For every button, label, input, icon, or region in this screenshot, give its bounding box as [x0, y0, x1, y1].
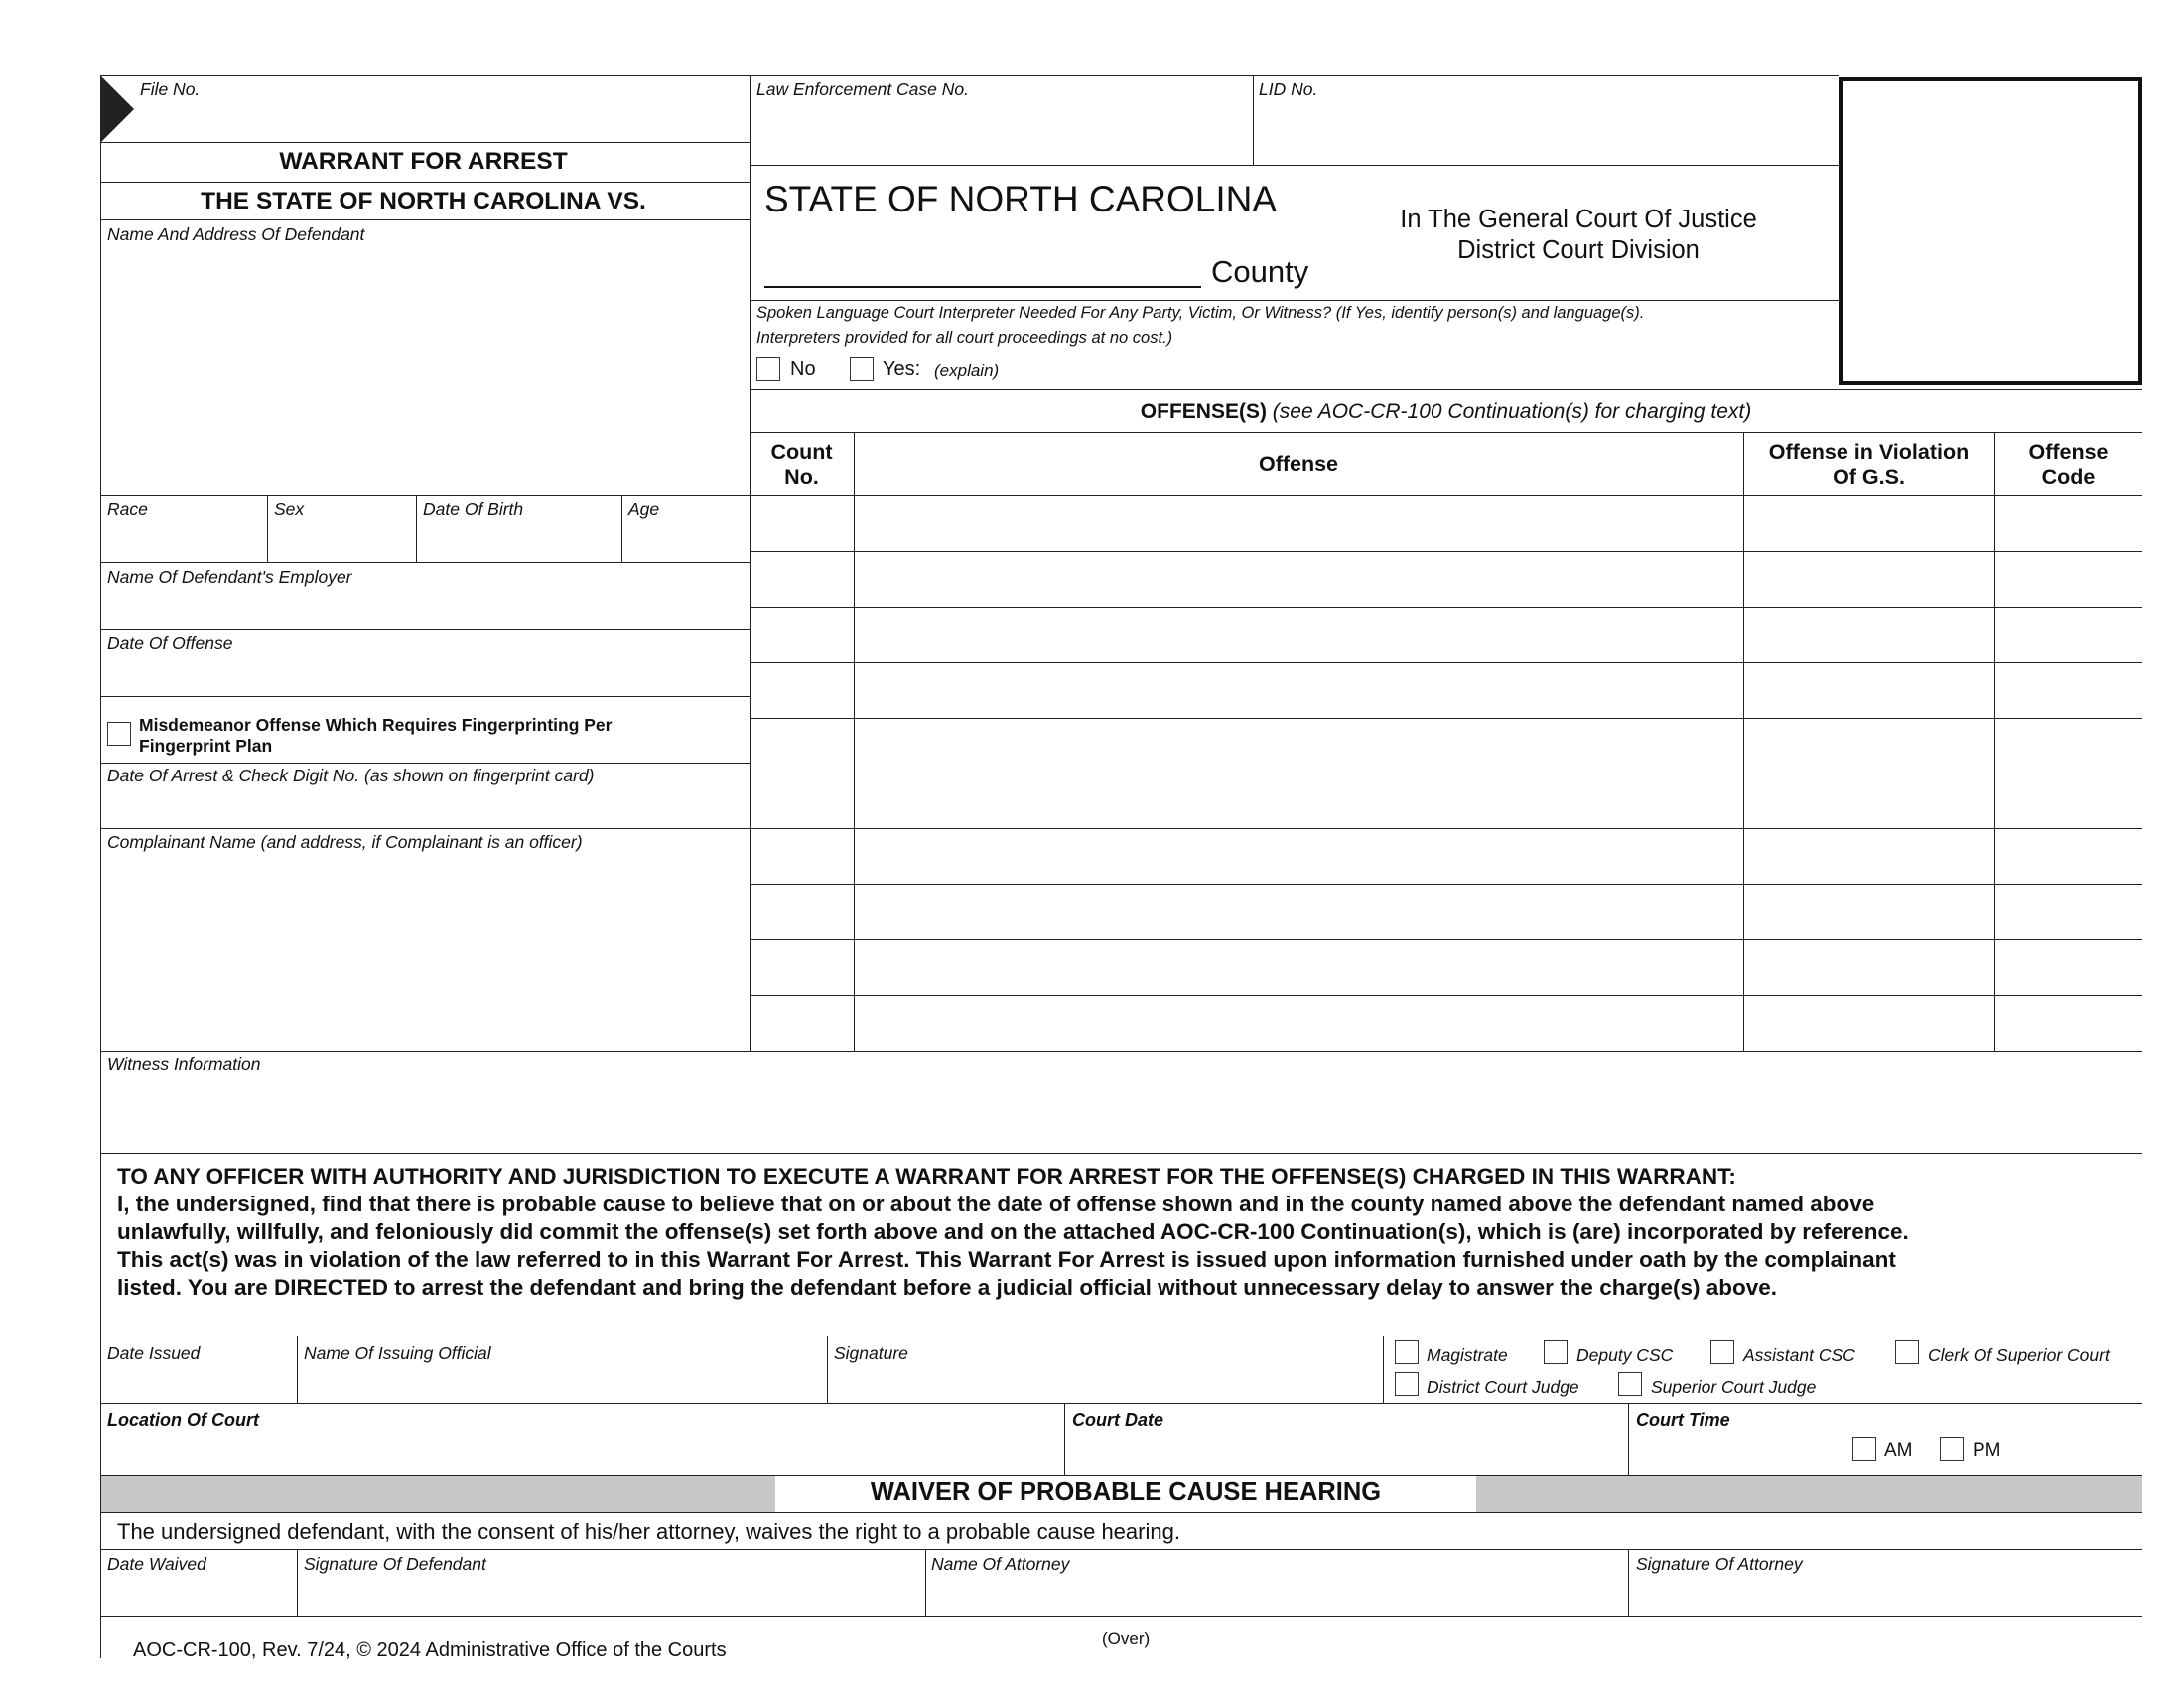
superior-judge-label: Superior Court Judge	[1651, 1377, 1817, 1397]
lid-no-field[interactable]	[1259, 99, 1835, 159]
court-date-field[interactable]	[1072, 1432, 1623, 1467]
col-code-line2: Code	[2041, 465, 2096, 489]
offense-row-1-count-cell[interactable]	[752, 498, 851, 548]
sig-attorney-field[interactable]	[1636, 1576, 2137, 1610]
am-label: AM	[1884, 1440, 1913, 1461]
dob-field[interactable]	[423, 521, 616, 559]
date-of-arrest-label: Date Of Arrest & Check Digit No. (as shown on fingerprint card)	[107, 766, 595, 785]
witness-label: Witness Information	[107, 1055, 261, 1074]
interpreter-question: Spoken Language Court Interpreter Needed For Any Party, Victim, Or Witness? (If Yes, identify person(s) and language(s).	[756, 304, 1645, 322]
race-field[interactable]	[107, 521, 266, 559]
sig-defendant-field[interactable]	[304, 1576, 919, 1610]
superior-judge-checkbox[interactable]	[1618, 1372, 1642, 1396]
file-number-marker	[100, 75, 134, 143]
offense-row-4-count-cell[interactable]	[752, 665, 851, 715]
offense-row-1-offense-cell[interactable]	[857, 498, 1740, 548]
offense-row-4-offense-cell[interactable]	[857, 665, 1740, 715]
offenses-title-note: (see AOC-CR-100 Continuation(s) for charging text)	[1272, 400, 1752, 423]
offenses-title	[750, 400, 2142, 424]
state-title: STATE OF NORTH CAROLINA	[764, 179, 1277, 219]
location-label: Location Of Court	[107, 1410, 259, 1430]
offense-row-4-gs-cell[interactable]	[1746, 665, 1991, 715]
offense-row-5-count-cell[interactable]	[752, 721, 851, 771]
offense-row-6-code-cell[interactable]	[1997, 776, 2139, 826]
offense-row-1-code-cell[interactable]	[1997, 498, 2139, 548]
interpreter-note: Interpreters provided for all court proceedings at no cost.)	[756, 329, 1173, 347]
assistant-csc-label: Assistant CSC	[1743, 1345, 1855, 1365]
date-of-arrest-field[interactable]	[107, 787, 743, 825]
offense-row-2-code-cell[interactable]	[1997, 554, 2139, 604]
interpreter-yes-label: Yes:	[883, 358, 921, 380]
court-time-field[interactable]	[1636, 1432, 1835, 1467]
date-waived-label: Date Waived	[107, 1554, 206, 1574]
employer-field[interactable]	[107, 589, 743, 627]
offense-row-3-gs-cell[interactable]	[1746, 610, 1991, 659]
col-count-line1: Count	[770, 440, 833, 464]
offense-row-10-count-cell[interactable]	[752, 998, 851, 1048]
directive-line2: I, the undersigned, find that there is probable cause to believe that on or about the date of offense shown and in the county named above the defendant named above	[117, 1192, 1875, 1216]
complainant-label: Complainant Name (and address, if Complainant is an officer)	[107, 832, 583, 852]
date-of-offense-field[interactable]	[107, 655, 743, 693]
waiver-shade-left	[100, 1475, 775, 1512]
offense-row-5-gs-cell[interactable]	[1746, 721, 1991, 771]
offenses-title-bold: OFFENSE(S)	[1140, 400, 1267, 423]
date-issued-label: Date Issued	[107, 1343, 201, 1363]
signature-field[interactable]	[834, 1365, 1375, 1399]
age-label: Age	[628, 499, 660, 519]
waiver-shade-right	[1476, 1475, 2142, 1512]
county-label: County	[1211, 254, 1309, 289]
sig-attorney-label: Signature Of Attorney	[1636, 1554, 1803, 1574]
offense-row-5-code-cell[interactable]	[1997, 721, 2139, 771]
employer-label: Name Of Defendant's Employer	[107, 567, 352, 587]
date-issued-field[interactable]	[107, 1365, 291, 1399]
state-vs-title: THE STATE OF NORTH CAROLINA VS.	[201, 188, 646, 214]
le-case-no-field[interactable]	[756, 99, 1243, 159]
col-gs-line2: Of G.S.	[1833, 465, 1905, 489]
offense-row-2-offense-cell[interactable]	[857, 554, 1740, 604]
sex-label: Sex	[274, 499, 305, 519]
attorney-name-label: Name Of Attorney	[931, 1554, 1070, 1574]
col-count-header	[750, 440, 854, 490]
offense-row-2-count-cell[interactable]	[752, 554, 851, 604]
directive-line1: TO ANY OFFICER WITH AUTHORITY AND JURISDICTION TO EXECUTE A WARRANT FOR ARREST FOR THE OFFENSE(S) CHARGED IN THIS WARRANT:	[117, 1164, 1736, 1189]
offense-row-7-gs-cell[interactable]	[1746, 831, 1991, 881]
offense-row-3-code-cell[interactable]	[1997, 610, 2139, 659]
magistrate-label: Magistrate	[1427, 1345, 1508, 1365]
court-time-label: Court Time	[1636, 1410, 1730, 1430]
deputy-csc-checkbox[interactable]	[1544, 1340, 1568, 1364]
offense-row-6-offense-cell[interactable]	[857, 776, 1740, 826]
court-line-2: District Court Division	[1457, 236, 1700, 264]
date-of-offense-label: Date Of Offense	[107, 633, 233, 653]
col-count-line2: No.	[784, 465, 819, 489]
assistant-csc-checkbox[interactable]	[1710, 1340, 1734, 1364]
offense-row-10-offense-cell[interactable]	[857, 998, 1740, 1048]
location-field[interactable]	[107, 1432, 1060, 1467]
le-case-no-label: Law Enforcement Case No.	[756, 79, 969, 99]
county-blank-line[interactable]	[764, 286, 1201, 288]
offense-row-8-count-cell[interactable]	[752, 887, 851, 936]
col-offense-header: Offense	[1258, 452, 1339, 476]
offense-row-8-code-cell[interactable]	[1997, 887, 2139, 936]
fingerprint-line1: Misdemeanor Offense Which Requires Fingerprinting Per	[139, 715, 613, 735]
offense-row-6-gs-cell[interactable]	[1746, 776, 1991, 826]
issuing-official-label: Name Of Issuing Official	[304, 1343, 491, 1363]
name-address-label: Name And Address Of Defendant	[107, 224, 365, 244]
witness-field[interactable]	[107, 1076, 2137, 1151]
over-note: (Over)	[1102, 1629, 1151, 1648]
warrant-title: WARRANT FOR ARREST	[279, 148, 568, 175]
fingerprint-checkbox[interactable]	[107, 722, 131, 746]
district-judge-checkbox[interactable]	[1395, 1372, 1419, 1396]
seal-box	[1839, 77, 2142, 385]
offense-row-8-offense-cell[interactable]	[857, 887, 1740, 936]
offense-row-7-code-cell[interactable]	[1997, 831, 2139, 881]
name-address-field[interactable]	[107, 248, 743, 487]
deputy-csc-label: Deputy CSC	[1576, 1345, 1674, 1365]
fingerprint-text	[139, 715, 612, 757]
directive-line3: unlawfully, willfully, and feloniously did commit the offense(s) set forth above and on the attached AOC-CR-100 Continuation(s), which is (are) incorporated by reference.	[117, 1219, 1909, 1244]
interpreter-no-label: No	[790, 358, 816, 380]
offense-row-3-count-cell[interactable]	[752, 610, 851, 659]
col-code-line1: Offense	[2028, 440, 2109, 464]
offense-row-9-count-cell[interactable]	[752, 942, 851, 992]
col-gs-line1: Offense in Violation	[1768, 440, 1970, 464]
interpreter-no-checkbox[interactable]	[756, 357, 780, 381]
sig-defendant-label: Signature Of Defendant	[304, 1554, 486, 1574]
offense-row-9-offense-cell[interactable]	[857, 942, 1740, 992]
offense-row-6-count-cell[interactable]	[752, 776, 851, 826]
court-line-1: In The General Court Of Justice	[1400, 206, 1757, 233]
waiver-statement: The undersigned defendant, with the consent of his/her attorney, waives the right to a probable cause hearing.	[117, 1519, 1180, 1544]
offense-row-9-gs-cell[interactable]	[1746, 942, 1991, 992]
file-no-field[interactable]	[140, 99, 736, 139]
issuing-official-field[interactable]	[304, 1365, 820, 1399]
directive-text	[117, 1163, 1909, 1302]
offense-row-7-offense-cell[interactable]	[857, 831, 1740, 881]
col-code-header	[1994, 440, 2142, 490]
offense-row-3-offense-cell[interactable]	[857, 610, 1740, 659]
directive-line4: This act(s) was in violation of the law referred to in this Warrant For Arrest. This Warrant For Arrest is issued upon information furnished under oath by the complainant	[117, 1247, 1896, 1272]
lid-no-label: LID No.	[1259, 79, 1318, 99]
court-date-label: Court Date	[1072, 1410, 1164, 1430]
offense-row-10-code-cell[interactable]	[1997, 998, 2139, 1048]
directive-line5: listed. You are DIRECTED to arrest the defendant and bring the defendant before a judicial official without unnecessary delay to answer the charge(s) above.	[117, 1275, 1778, 1300]
age-field[interactable]	[628, 521, 743, 559]
offense-row-5-offense-cell[interactable]	[857, 721, 1740, 771]
clerk-superior-checkbox[interactable]	[1895, 1340, 1919, 1364]
date-waived-field[interactable]	[107, 1576, 291, 1610]
offense-row-4-code-cell[interactable]	[1997, 665, 2139, 715]
offense-row-8-gs-cell[interactable]	[1746, 887, 1991, 936]
interpreter-yes-checkbox[interactable]	[850, 357, 874, 381]
pm-label: PM	[1973, 1440, 2001, 1461]
signature-label: Signature	[834, 1343, 908, 1363]
pm-checkbox[interactable]	[1940, 1437, 1964, 1461]
offense-row-9-code-cell[interactable]	[1997, 942, 2139, 992]
waiver-title: WAIVER OF PROBABLE CAUSE HEARING	[870, 1478, 1382, 1506]
complainant-field[interactable]	[107, 854, 743, 1043]
form-id: AOC-CR-100, Rev. 7/24, © 2024 Administrative Office of the Courts	[133, 1639, 727, 1661]
fingerprint-line2: Fingerprint Plan	[139, 736, 273, 756]
interpreter-yes-note: (explain)	[934, 361, 1000, 380]
magistrate-checkbox[interactable]	[1395, 1340, 1419, 1364]
sex-field[interactable]	[274, 521, 413, 559]
offense-row-7-count-cell[interactable]	[752, 831, 851, 881]
file-no-label: File No.	[140, 79, 201, 99]
attorney-name-field[interactable]	[931, 1576, 1626, 1610]
offense-row-1-gs-cell[interactable]	[1746, 498, 1991, 548]
clerk-superior-label: Clerk Of Superior Court	[1928, 1345, 2110, 1365]
col-gs-header	[1743, 440, 1994, 490]
am-checkbox[interactable]	[1852, 1437, 1876, 1461]
district-judge-label: District Court Judge	[1427, 1377, 1579, 1397]
offense-row-10-gs-cell[interactable]	[1746, 998, 1991, 1048]
offense-row-2-gs-cell[interactable]	[1746, 554, 1991, 604]
race-label: Race	[107, 499, 148, 519]
dob-label: Date Of Birth	[423, 499, 524, 519]
